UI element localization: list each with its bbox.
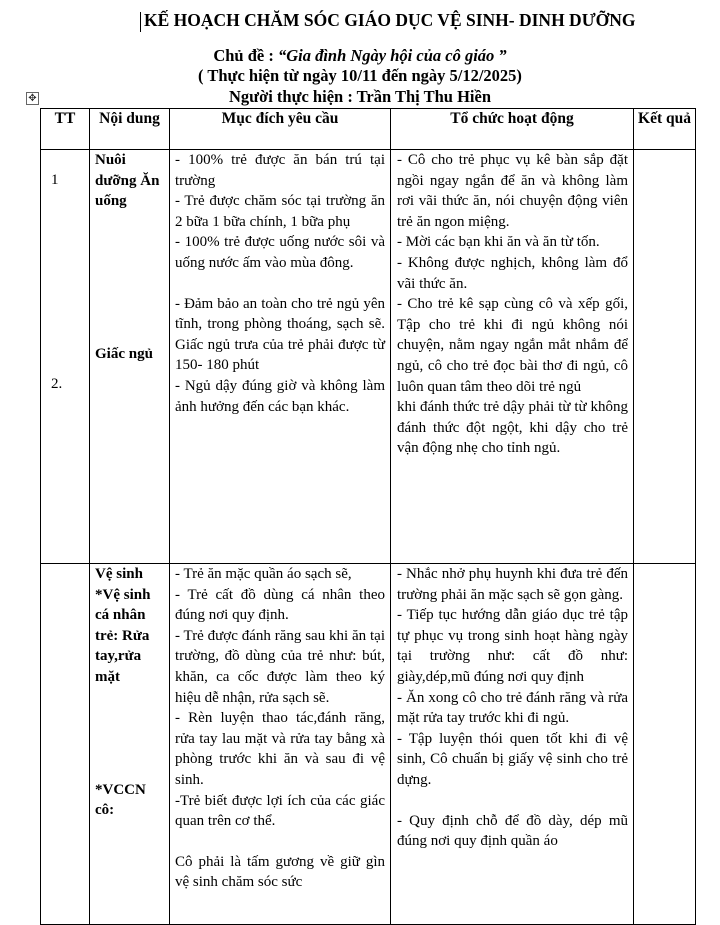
row-number-cell <box>41 564 90 925</box>
purpose-cell <box>170 564 391 925</box>
row-number: 2. <box>51 375 63 392</box>
header-tt: TT <box>41 109 90 150</box>
result-cell[interactable] <box>634 150 696 564</box>
header-to-chuc: Tổ chức hoạt động <box>391 109 634 150</box>
purpose-item: - Trẻ được chăm sóc tại trường ăn 2 bữa 1 bữa chính, 1 bữa phụ <box>175 193 385 230</box>
content-cell <box>90 564 170 925</box>
purpose-item: - Trẻ cất đồ dùng cá nhân theo đúng nơi quy định. <box>175 586 385 624</box>
purpose-item: - 100% trẻ được uống nước sôi và uống nước ấm vào mùa đông. <box>175 234 385 271</box>
activity-item: - Quy định chỗ để đồ dày, dép mũ đúng nơi quy định quần áo <box>397 812 628 850</box>
row-number-cell <box>41 150 90 564</box>
activity-item: - Tiếp tục hướng dẫn giáo dục trẻ tập tự phục vụ trong sinh hoạt hàng ngày tại trường như: cất đồ như: giày,dép,mũ đúng nơi quy định <box>397 607 628 685</box>
purpose-item: - Rèn luyện thao tác,đánh răng, rửa tay lau mặt và rửa tay bằng xà phòng trước khi ăn và sau đi vệ sinh. <box>175 710 385 788</box>
purpose-item: - 100% trẻ được ăn bán trú tại trường <box>175 152 385 189</box>
result-cell[interactable] <box>634 564 696 925</box>
table-header-row <box>41 109 696 150</box>
table-row <box>41 564 696 925</box>
content-hygiene: Vệ sinh *Vệ sinh cá nhân trẻ: Rửa tay,rửa mặt <box>95 566 151 685</box>
document-title-text: KẾ HOẠCH CHĂM SÓC GIÁO DỤC VỆ SINH- DINH DƯỠNG <box>144 10 636 30</box>
document-title <box>144 10 704 31</box>
activity-item: - Không được nghịch, không làm đổ vãi thức ăn. <box>397 254 628 292</box>
activity-cell <box>391 564 634 925</box>
content-sleep: Giấc ngủ <box>95 345 153 362</box>
activity-item: - Mời các bạn khi ăn và ăn từ tốn. <box>397 234 600 251</box>
header-muc-dich: Mục đích yêu cầu <box>170 109 391 150</box>
activity-item: - Ăn xong cô cho trẻ đánh răng và rửa mặt rửa tay trước khi đi ngủ. <box>397 689 628 727</box>
purpose-item: -Trẻ biết được lợi ích của các giác quan trên cơ thể. <box>175 792 385 830</box>
content-cell <box>90 150 170 564</box>
row-number: 1 <box>51 172 59 188</box>
activity-item: khi đánh thức trẻ dậy phải từ từ không đánh thức đột ngột, khi dậy cho trẻ vận động nhẹ cho tỉnh ngủ. <box>397 399 628 457</box>
care-plan-table <box>40 108 696 925</box>
content-teacher-hygiene: *VCCN cô: <box>95 781 146 819</box>
activity-cell <box>391 150 634 564</box>
purpose-item: - Trẻ ăn mặc quần áo sạch sẽ, <box>175 566 352 582</box>
activity-item: - Tập luyện thói quen tốt khi đi vệ sinh, Cô chuẩn bị giấy vệ sinh cho trẻ dựng. <box>397 730 628 788</box>
activity-item: - Nhắc nhở phụ huynh khi đưa trẻ đến trường phải ăn mặc sạch sẽ gọn gàng. <box>397 566 628 603</box>
executor-line: Người thực hiện : Trần Thị Thu Hiền <box>229 87 491 106</box>
table-row <box>41 150 696 564</box>
period-line: ( Thực hiện từ ngày 10/11 đến ngày 5/12/2025) <box>198 66 522 85</box>
purpose-item: - Trẻ được đánh răng sau khi ăn tại trường, đồ dùng của trẻ như: bút, khăn, ca cốc được làm theo ký hiệu dễ nhận, rửa sạch sẽ. <box>175 627 385 706</box>
header-ket-qua: Kết quả <box>634 109 696 150</box>
content-nutrition: Nuôi dưỡng Ăn uống <box>95 152 160 210</box>
header-noi-dung: Nội dung <box>90 109 170 150</box>
activity-item: - Cô cho trẻ phục vụ kê bàn sắp đặt ngồi ngay ngắn để ăn và không làm rơi vãi thức ăn, nói chuyện động viên trẻ ăn ngon miệng. <box>397 152 628 230</box>
activity-item: - Cho trẻ kê sạp cùng cô và xếp gối, Tập cho trẻ khi đi ngủ không nói chuyện, nằm ngay ngắn mắt nhắm để ngủ, cô cho trẻ đọc bài thơ đi ngủ, cô luôn quan tâm theo dõi trẻ ngủ <box>397 296 628 395</box>
theme-value: “Gia đình Ngày hội của cô giáo ” <box>277 46 507 65</box>
purpose-cell <box>170 150 391 564</box>
theme-label: Chủ đề : <box>213 46 274 65</box>
theme-line <box>0 46 720 66</box>
text-cursor <box>140 12 141 32</box>
purpose-item: - Ngủ dậy đúng giờ và không làm ảnh hưởng đến các bạn khác. <box>175 377 385 415</box>
table-move-handle-icon[interactable]: ✥ <box>26 92 39 105</box>
purpose-item: Cô phải là tấm gương về giữ gìn vệ sinh chăm sóc sức <box>175 853 385 891</box>
purpose-item: - Đảm bảo an toàn cho trẻ ngủ yên tĩnh, trong phòng thoáng, sạch sẽ. Giấc ngủ trưa của trẻ phải được từ 150- 180 phút <box>175 295 385 374</box>
